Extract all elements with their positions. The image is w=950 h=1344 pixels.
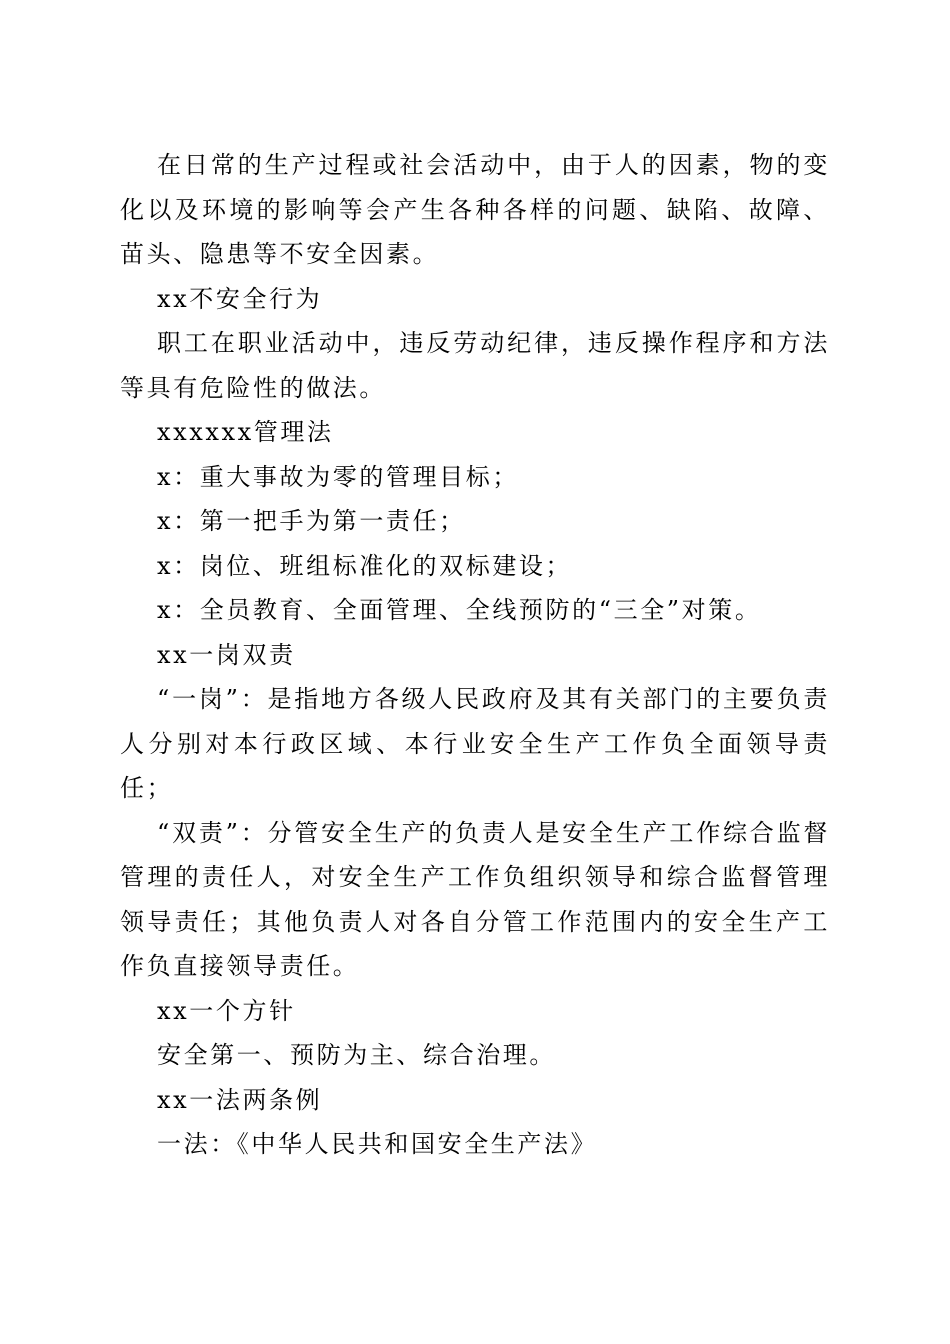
list-item-first-responsibility: x：第一把手为第一责任； — [157, 507, 466, 535]
heading-one-post-two-duties: xx一岗双责 — [157, 640, 296, 669]
list-item-management-goal: x：重大事故为零的管理目标； — [157, 462, 519, 491]
paragraph-one-policy: 安全第一、预防为主、综合治理。 — [157, 1041, 556, 1069]
heading-management-method: xxxxxx管理法 — [157, 418, 334, 446]
document-body — [120, 143, 830, 1167]
list-item-double-standard: x：岗位、班组标准化的双标建设； — [157, 551, 573, 580]
paragraph-unsafe-factors: 在日常的生产过程或社会活动中，由于人的因素，物的变化以及环境的影响等会产生各种各样的问题、缺陷、故障、苗头、隐患等不安全因素。 — [120, 151, 830, 268]
heading-one-policy: xx一个方针 — [157, 996, 296, 1025]
paragraph-two-duties: “双责”：分管安全生产的负责人是安全生产工作综合监督管理的责任人，对安全生产工作负组织领导和综合监督管理领导责任；其他负责人对各自分管工作范围内的安全生产工作负直接领导责任。 — [120, 818, 830, 980]
paragraph-one-law: 一法：《中华人民共和国安全生产法》 — [157, 1130, 598, 1158]
paragraph-unsafe-behavior: 职工在职业活动中，违反劳动纪律，违反操作程序和方法等具有危险性的做法。 — [120, 329, 830, 402]
list-item-three-all: x：全员教育、全面管理、全线预防的“三全”对策。 — [157, 596, 762, 624]
heading-unsafe-behavior: xx不安全行为 — [157, 284, 323, 313]
paragraph-one-post: “一岗”：是指地方各级人民政府及其有关部门的主要负责人分别对本行政区域、本行业安全生产工作负全面领导责任； — [120, 685, 830, 802]
heading-one-law-two-regulations: xx一法两条例 — [157, 1085, 323, 1114]
